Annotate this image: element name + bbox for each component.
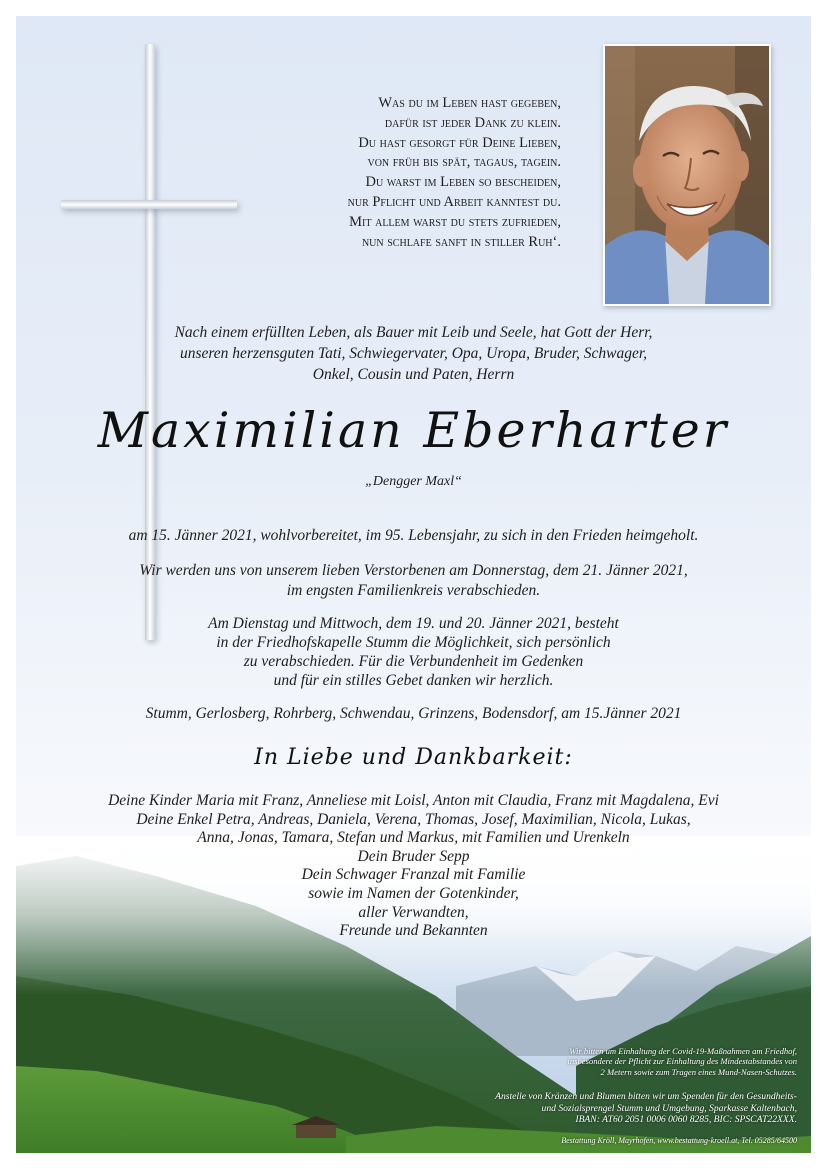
fine-line: 2 Metern sowie zum Tragen eines Mund-Nasen-Schutzes. [600,1066,797,1077]
fine-line: und Sozialsprengel Stumm und Umgebung, Sparkasse Kaltenbach, [541,1102,797,1114]
places-and-date: Stumm, Gerlosberg, Rohrberg, Schwendau, Grinzens, Bodensdorf, am 15.Jänner 2021 [145,705,682,722]
fine-line: Wir bitten um Einhaltung der Covid-19-Maßnahmen am Friedhof, [569,1046,797,1056]
deceased-name: Maximilian Eberharter [97,402,730,459]
poem-line: Was du im Leben hast gegeben, [378,95,561,111]
mourner-line: aller Verwandten, [358,903,469,921]
covid-notice [567,1046,797,1077]
intro-paragraph [16,322,811,385]
mourner-line: Anna, Jonas, Tamara, Stefan und Markus, mit Familien und Urenkeln [197,829,630,847]
mourner-line: Freunde und Bekannten [339,922,488,940]
memorial-poem [246,94,561,252]
death-date-paragraph [16,526,811,546]
intro-line: unseren herzensguten Tati, Schwiegervater, Opa, Uropa, Bruder, Schwager, [179,345,648,362]
portrait-image [605,46,769,304]
text-line: im engsten Familienkreis verabschieden. [286,582,541,599]
text-line: zu verabschieden. Für die Verbundenheit im Gedenken [243,653,584,670]
fine-line: IBAN: AT60 2051 0006 0060 8285, BIC: SPSCAT22XXX. [575,1114,797,1125]
donation-notice [495,1091,797,1126]
fine-line: insbesondere der Pflicht zur Einhaltung des Mindestabstandes von [567,1056,797,1067]
mourner-line: Dein Bruder Sepp [357,847,470,865]
fine-line: Anstelle von Kränzen und Blumen bitten wir um Spenden für den Gesundheits- [495,1091,797,1102]
mourner-line: sowie im Namen der Gotenkinder, [308,884,519,902]
mourner-line: Dein Schwager Franzal mit Familie [301,866,526,884]
text-line: am 15. Jänner 2021, wohlvorbereitet, im 95. Lebensjahr, zu sich in den Frieden heimgeholt. [128,527,699,544]
poem-line: von früh bis spät, tagaus, tagein. [367,154,561,171]
text-line: und für ein stilles Gebet danken wir herzlich. [273,672,554,689]
mourner-line: Deine Kinder Maria mit Franz, Anneliese mit Loisl, Anton mit Claudia, Franz mit Magdalena, Evi [108,792,719,809]
closing-phrase: In Liebe und Dankbarkeit: [254,745,573,770]
parte-card [16,16,811,1153]
text-line: Am Dienstag und Mittwoch, dem 19. und 20. Jänner 2021, besteht [208,615,619,632]
poem-line: dafür ist jeder Dank zu klein. [384,114,561,131]
poem-line: Mit allem warst du stets zufrieden, [349,213,561,230]
funeral-paragraph [16,561,811,601]
cross-icon-horizontal-beam [61,200,237,209]
undertaker-credit: Bestattung Kröll, Mayrhofen, www.bestattung-kroell.at, Tel. 05285/64500 [561,1136,797,1145]
deceased-nickname: „Dengger Maxl“ [365,474,462,489]
intro-line: Onkel, Cousin und Paten, Herrn [312,366,515,383]
mourners-list [16,792,811,941]
poem-line: Du warst im Leben so bescheiden, [365,174,561,191]
text-line: Wir werden uns von unserem lieben Verstorbenen am Donnerstag, dem 21. Jänner 2021, [139,562,688,579]
portrait-photo [603,44,771,306]
farewell-paragraph [16,614,811,690]
poem-line: nur Pflicht und Arbeit kanntest du. [347,193,561,210]
poem-line: nun schlafe sanft in stiller Ruh‘. [361,233,561,250]
text-line: in der Friedhofskapelle Stumm die Möglichkeit, sich persönlich [216,634,611,651]
mourner-line: Deine Enkel Petra, Andreas, Daniela, Verena, Thomas, Josef, Maximilian, Nicola, Lukas, [136,810,691,828]
intro-line: Nach einem erfüllten Leben, als Bauer mit Leib und Seele, hat Gott der Herr, [174,324,653,341]
poem-line: Du hast gesorgt für Deine Lieben, [358,134,561,151]
